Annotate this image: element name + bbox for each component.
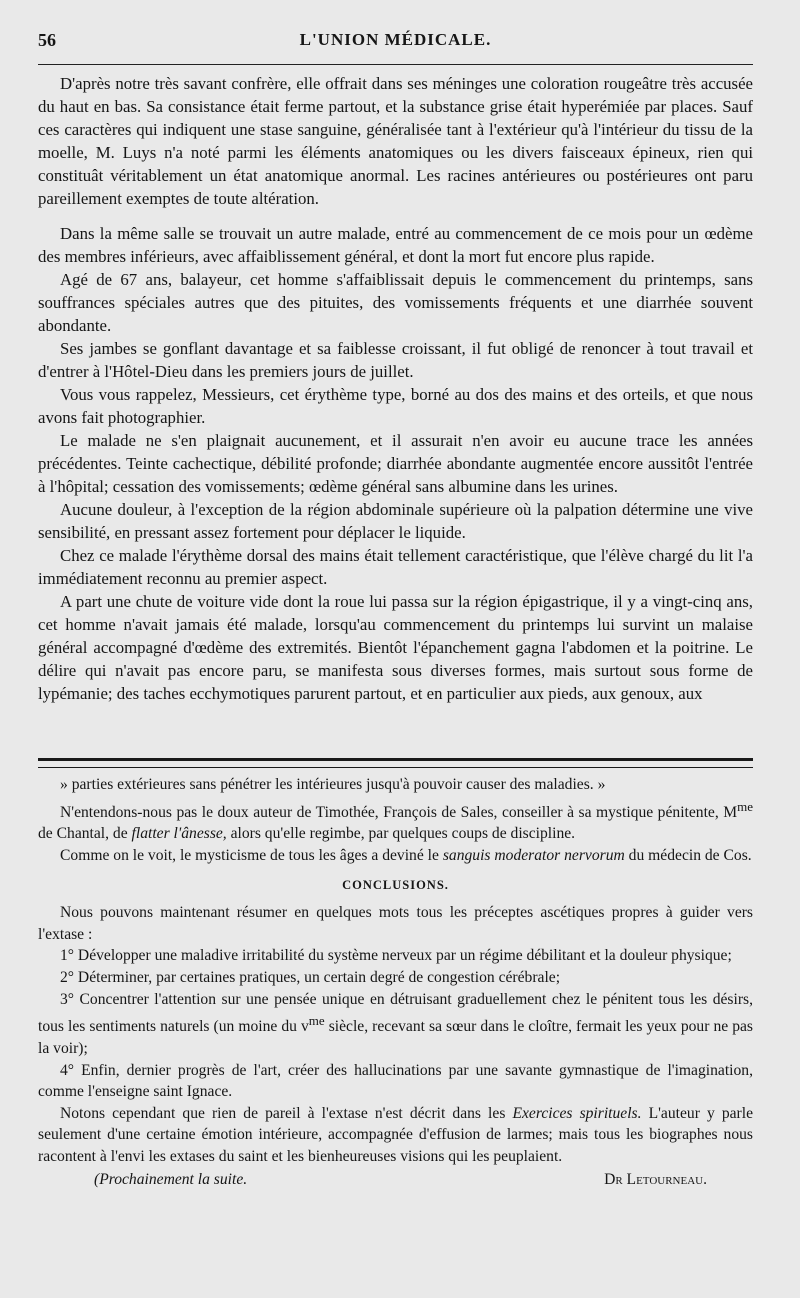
text-run: Notons cependant que rien de pareil à l'extase n'est décrit dans les xyxy=(60,1104,513,1122)
author-signature: Dr Letourneau. xyxy=(604,1171,707,1189)
paragraph-pain: Aucune douleur, à l'exception de la région abdominale supérieure où la palpation détermine une vive sensibilité, en pressant assez fortement pour déplacer le liquide. xyxy=(38,500,753,542)
conclusions-intro: Nous pouvons maintenant résumer en quelques mots tous les préceptes ascétiques propres à guider vers l'extase : xyxy=(38,904,753,943)
to-be-continued: (Prochainement la suite. xyxy=(94,1171,248,1189)
superscript: me xyxy=(737,798,753,814)
feuilleton-mysticism xyxy=(38,845,753,867)
text-run: alors qu'elle regimbe, par quelques coups de discipline. xyxy=(226,825,576,843)
feuilleton-francois-de-sales xyxy=(38,796,753,845)
text-run: Comme on le voit, le mysticisme de tous les âges a deviné le xyxy=(60,846,443,864)
conclusion-item-3 xyxy=(38,989,753,1060)
text-run: du médecin de Cos. xyxy=(624,846,752,864)
conclusion-item-1: 1° Développer une maladive irritabilité du système nerveux par un régime débilitant et la douleur physique; xyxy=(60,947,732,965)
italic-phrase: Exercices spirituels. xyxy=(512,1104,642,1122)
header-rule xyxy=(38,64,753,65)
superscript: me xyxy=(308,1013,325,1029)
feuilleton-separator xyxy=(38,758,753,768)
paragraph-legs: Ses jambes se gonflant davantage et sa faiblesse croissant, il fut obligé de renoncer à tout travail et d'entrer à l'Hôtel-Dieu dans les premiers jours de juillet. xyxy=(38,339,753,381)
paragraph-erythema-type: Vous vous rappelez, Messieurs, cet érythème type, borné au dos des mains et des orteils, et que nous avons fait photographier. xyxy=(38,385,753,427)
feuilleton-footer xyxy=(38,1169,753,1193)
text-run: de Chantal, de xyxy=(38,825,132,843)
paragraph-student: Chez ce malade l'érythème dorsal des mains était tellement caractéristique, que l'élève chargé du lit l'a immédiatement reconnu au premier aspect. xyxy=(38,546,753,588)
text-run: 3° Concentrer l'attention sur une pensée unique en détruisant graduellement chez le pénitent tous les désirs, tous les sentiments naturels (un moine du v xyxy=(38,990,753,1036)
paragraph-meninges: D'après notre très savant confrère, elle offrait dans ses méninges une coloration rougeâtre très accusée du haut en bas. Sa consistance était ferme partout, et la substance grise était hyperémiée par places. Sauf ces caractères qui indiquent une stase sanguine, généralisée tant à l'extérieur qu'à l'intérieur du tissu de la moelle, M. Luys n'a noté parmi les éléments anatomiques ou les divers faisceaux épineux, rien qui constituât véritablement un état anatomique anormal. Les racines antérieures ou postérieures ont paru pareillement exemptes de toute altération. xyxy=(38,74,753,208)
paragraph-second-patient: Dans la même salle se trouvait un autre malade, entré au commencement de ce mois pour un œdème des membres inférieurs, avec affaiblissement général, et dont la mort fut encore plus rapide. xyxy=(38,224,753,266)
feuilleton-exercices xyxy=(38,1103,753,1168)
paragraph-history: A part une chute de voiture vide dont la roue lui passa sur la région épigastrique, il y a vingt-cinq ans, cet homme n'avait jamais été malade, lorsqu'au commencement du printemps lui survint un malaise général accompagné d'œdème des extremités. Bientôt l'épanchement gagna l'abdomen et la poitrine. Le délire qui n'avait pas encore paru, se manifesta sous diverses formes, mais surtout sous forme de lypémanie; des taches ecchymotiques parurent partout, et en particulier aux pieds, aux genoux, aux xyxy=(38,592,753,703)
paragraph-symptoms: Le malade ne s'en plaignait aucunement, et il assurait n'en avoir eu aucune trace les années précédentes. Teinte cachectique, débilité profonde; diarrhée abondante augmentée encore aussitôt l'entrée à l'hôpital; cessation des vomissements; œdème général sans albumine dans les urines. xyxy=(38,431,753,496)
paragraph-age: Agé de 67 ans, balayeur, cet homme s'affaiblissait depuis le commencement du printemps, sans souffrances spéciales autres que des pituites, des vomissements fréquents et une diarrhée souvent abondante. xyxy=(38,270,753,335)
page-number: 56 xyxy=(38,30,56,50)
text-run: siècle, recevant sa sœur dans le cloître, fermait les yeux pour ne pas la voir); xyxy=(38,1018,753,1057)
italic-phrase: sanguis moderator nervorum xyxy=(442,846,625,864)
journal-title: L'UNION MÉDICALE. xyxy=(299,30,492,49)
feuilleton-quote: » parties extérieures sans pénétrer les intérieures jusqu'à pouvoir causer des maladies. » xyxy=(60,776,606,793)
page-header xyxy=(38,30,753,58)
main-article xyxy=(38,72,753,705)
conclusions-heading: CONCLUSIONS. xyxy=(342,877,449,892)
conclusion-item-4: 4° Enfin, dernier progrès de l'art, créer des hallucinations par une savante gymnastique de l'imagination, comme l'enseigne saint Ignace. xyxy=(38,1061,753,1101)
italic-phrase: flatter l'ânesse, xyxy=(131,825,227,843)
feuilleton xyxy=(38,774,753,1193)
text-run: N'entendons-nous pas le doux auteur de Timothée, François de Sales, conseiller à sa mystique pénitente, M xyxy=(60,803,738,821)
conclusion-item-2: 2° Déterminer, par certaines pratiques, un certain degré de congestion cérébrale; xyxy=(60,968,561,986)
text-run: L'auteur y parle seulement d'une certaine émotion intérieure, accompagnée d'effusion de larmes; mais tous les biographes nous racontent à l'envi les extases du saint et les bienheureuses visions qui les peuplaient. xyxy=(38,1104,753,1165)
